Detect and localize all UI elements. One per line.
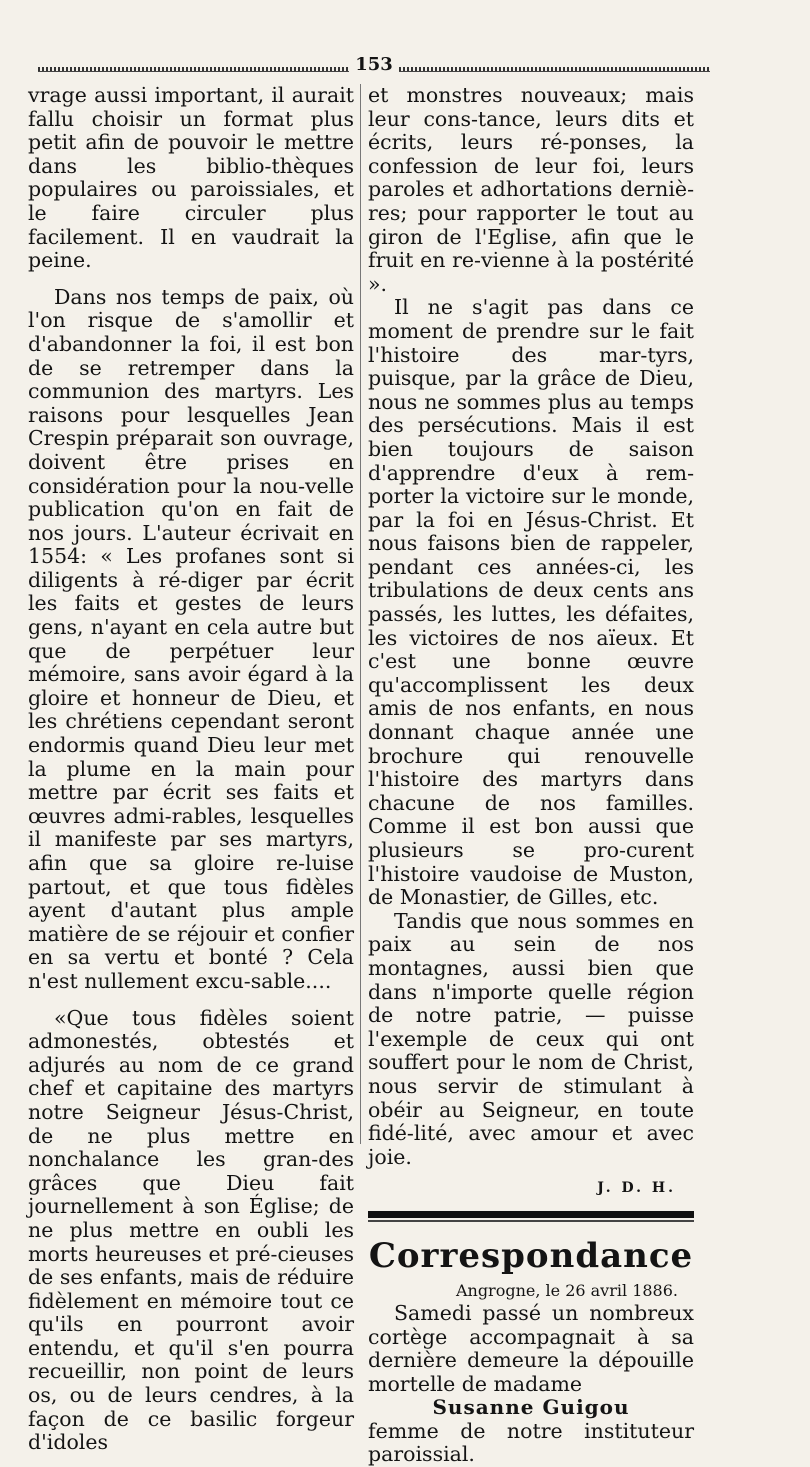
- deceased-name: Susanne Guigou: [432, 1395, 630, 1420]
- left-paragraph-2: Dans nos temps de paix, où l'on risque de s'amollir et d'abandonner la foi, il est bon de se retremper dans la communion des martyrs. Les raisons pour lesquelles Jean Crespin préparait son ouvrage, doivent être prises en considération pour la nou-velle publication qu'on en fait de nos jours. L'auteur écrivait en 1554: « Les profanes sont si diligents à ré-diger par écrit les faits et gestes de leurs gens, n'ayant en cela autre but que de perpétuer leur mémoire, sans avoir égard à la gloire et honneur de Dieu, et les chrétiens cependant seront endormis quand Dieu leur met la plume en la main pour mettre par écrit ses faits et œuvres admi-rables, lesquelles il manifeste par ses martyrs, afin que sa gloire re-luise partout, et que tous fidèles ayent d'autant plus ample matière de se réjouir et confier en sa vertu et bonté ? Cela n'est nullement excu-sable....: [28, 284, 354, 993]
- correspondence-paragraph: Samedi passé un nombreux cortège accompagnait à sa dernière demeure la dépouille mortelle de madame: [368, 1300, 694, 1396]
- page-header: [38, 54, 710, 75]
- dateline: Angrogne, le 26 avril 1886.: [455, 1280, 678, 1300]
- section-divider: [368, 1211, 694, 1220]
- article-signature: J. D. H.: [597, 1180, 676, 1197]
- left-column: [28, 84, 354, 1455]
- left-paragraph-3: «Que tous fidèles soient admonestés, obtestés et adjurés au nom de ce grand chef et capitaine des martyrs notre Seigneur Jésus-Christ, de ne plus mettre en nonchalance les gran-des grâces que Dieu fait journellement à son Église; de ne plus mettre en oubli les morts heureuses et pré-cieuses de ses enfants, mais de réduire fidèlement en mémoire tout ce qu'ils en pourront avoir entendu, et qu'il s'en pourra recueillir, non point de leurs os, ou de leurs cendres, à la façon de ce basilic forgeur d'idoles: [28, 1005, 354, 1455]
- header-rule-left: [38, 67, 349, 72]
- page-number: 153: [355, 54, 393, 75]
- right-paragraph-2: Il ne s'agit pas dans ce moment de prendre sur le fait l'histoire des mar-tyrs, puisque, par la grâce de Dieu, nous ne sommes plus au temps des persécutions. Mais il est bien toujours de saison d'apprendre d'eux à rem-porter la victoire sur le monde, par la foi en Jésus-Christ. Et nous faisons bien de rappeler, pendant ces années-ci, les tribulations de deux cents ans passés, les luttes, les défaites, les victoires de nos aïeux. Et c'est une bonne œuvre qu'accomplissent les deux amis de nos enfants, en nous donnant chaque année une brochure qui renouvelle l'histoire des martyrs dans chacune de nos familles. Comme il est bon aussi que plusieurs se pro-curent l'histoire vaudoise de Muston, de Monastier, de Gilles, etc.: [368, 295, 694, 910]
- right-paragraph-1: et monstres nouveaux; mais leur cons-tance, leurs dits et écrits, leurs ré-ponses, la confession de leur foi, leurs paroles et adhortations derniè-res; pour rapporter le tout au giron de l'Eglise, afin que le fruit en re-vienne à la postérité ».: [368, 83, 694, 296]
- right-column: [368, 84, 694, 1467]
- header-rule-right: [399, 67, 710, 72]
- section-title: Correspondance: [368, 1235, 694, 1276]
- left-paragraph-1: vrage aussi important, il aurait fallu choisir un format plus petit afin de pouvoir le mettre dans les biblio-thèques populaires ou paroissiales, et le faire circuler plus facilement. Il en vaudrait la peine.: [28, 83, 354, 273]
- column-divider: [360, 84, 361, 1144]
- closing-line: femme de notre instituteur paroissial.: [368, 1418, 694, 1467]
- right-paragraph-3: Tandis que nous sommes en paix au sein de nos montagnes, aussi bien que dans n'importe quelle région de notre patrie, — puisse l'exemple de ceux qui ont souffert pour le nom de Christ, nous servir de stimulant à obéir au Seigneur, en toute fidé-lité, avec amour et avec joie.: [368, 908, 694, 1169]
